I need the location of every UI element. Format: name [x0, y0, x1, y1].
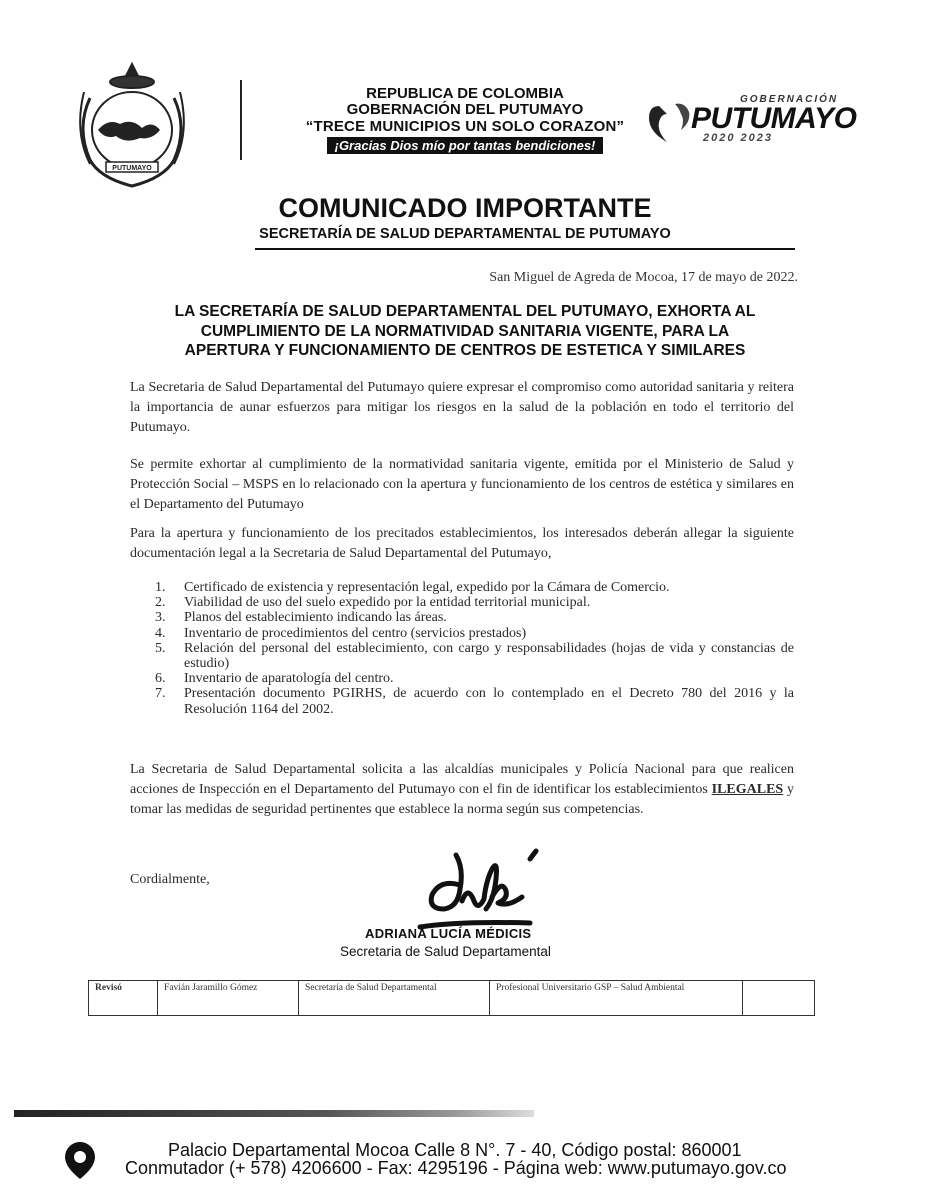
footer-contact: Conmutador (+ 578) 4206600 - Fax: 4295196 - Página web: www.putumayo.gov.co: [125, 1158, 787, 1178]
paragraph-documentation: Para la apertura y funcionamiento de los precitados establecimientos, los interesados deberán allegar la siguiente documentación legal a la Secretaria de Salud Departamental del Putumayo,: [130, 526, 794, 561]
list-item: 6. Inventario de aparatología del centro.: [155, 671, 394, 687]
heart-logo-icon: [645, 96, 697, 148]
header-divider: [240, 80, 242, 160]
header-blessing-banner: ¡Gracias Dios mío por tantas bendiciones!: [327, 137, 604, 154]
header-country: REPUBLICA DE COLOMBIA: [366, 85, 564, 102]
headline-line: APERTURA Y FUNCIONAMIENTO DE CENTROS DE ESTETICA Y SIMILARES: [184, 342, 746, 359]
header-government: GOBERNACIÓN DEL PUTUMAYO: [346, 101, 584, 118]
crest-label: PUTUMAYO: [112, 165, 152, 172]
header-text: [300, 86, 630, 155]
gobernacion-logo: [645, 92, 870, 162]
signer-name: ADRIANA LUCÍA MÉDICIS: [365, 926, 532, 941]
paragraph-exhortation: Se permite exhortar al cumplimiento de la normatividad sanitaria vigente, emitida por el Ministerio de Salud y Protección Social – MSPS en lo relacionado con la apertura y funcionamiento de los centros de estética y similares en el Departamento del Putumayo: [130, 457, 794, 512]
ilegales-emphasis: ILEGALES: [711, 782, 784, 797]
header-slogan: “TRECE MUNICIPIOS UN SOLO CORAZON”: [305, 118, 625, 135]
requirements-list: [150, 580, 794, 717]
blank-cell: [743, 981, 815, 1016]
reviewer-office-cell: Secretaría de Salud Departamental: [299, 981, 490, 1016]
date-line: San Miguel de Agreda de Mocoa, 17 de mayo de 2022.: [489, 270, 798, 285]
reviewer-position-cell: Profesional Universitario GSP – Salud Ambiental: [490, 981, 743, 1016]
list-item: 1. Certificado de existencia y representación legal, expedido por la Cámara de Comercio.: [155, 580, 670, 595]
footer-address: Palacio Departamental Mocoa Calle 8 N°. 7 - 40, Código postal: 860001: [168, 1140, 742, 1160]
page-title: COMUNICADO IMPORTANTE: [278, 193, 652, 223]
logo-period: 2020 2023: [703, 132, 773, 144]
reviewer-name-cell: Favián Jaramillo Gómez: [158, 981, 299, 1016]
closing-salutation: Cordialmente,: [130, 872, 210, 887]
headline-line: LA SECRETARÍA DE SALUD DEPARTAMENTAL DEL PUTUMAYO, EXHORTA AL: [174, 303, 756, 320]
paragraph-inspection-request: La Secretaria de Salud Departamental solicita a las alcaldías municipales y Policía Nacional para que realicen acciones de Inspección en el Departamento del Putumayo con el fin de identificar los establecimientos ILEGALES y tomar las medidas de seguridad pertinentes que establece la norma según sus competencias.: [130, 762, 795, 817]
logo-gobernacion-label: GOBERNACIÓN: [740, 94, 839, 105]
review-label-cell: Revisó: [89, 981, 158, 1016]
logo-putumayo-wordmark: PUTUMAYO: [691, 102, 857, 135]
department-crest: [70, 58, 195, 190]
table-row: [89, 981, 815, 1016]
list-item: 2. Viabilidad de uso del suelo expedido por la entidad territorial municipal.: [155, 595, 591, 611]
headline-line: CUMPLIMIENTO DE LA NORMATIVIDAD SANITARIA VIGENTE, PARA LA: [200, 322, 730, 340]
list-item: 5. Relación del personal del establecimiento, con cargo y responsabilidades (hojas de vida y constancias de estudio): [155, 640, 794, 672]
list-item: 7. Presentación documento PGIRHS, de acuerdo con lo contemplado en el Decreto 780 del 2016 y la Resolución 1164 del 2002.: [155, 686, 794, 717]
footer-bar: [14, 1110, 534, 1117]
location-pin-icon: [62, 1140, 98, 1180]
signer-role: Secretaria de Salud Departamental: [340, 944, 551, 959]
title-underline: [255, 248, 795, 250]
page-subtitle: SECRETARÍA DE SALUD DEPARTAMENTAL DE PUTUMAYO: [259, 226, 671, 242]
review-table: [88, 980, 815, 1016]
headline: [130, 302, 800, 361]
list-item: 3. Planos del establecimiento indicando las áreas.: [155, 610, 447, 626]
list-item: 4. Inventario de procedimientos del centro (servicios prestados): [155, 625, 527, 641]
paragraph-commitment: La Secretaria de Salud Departamental del Putumayo quiere expresar el compromiso como autoridad sanitaria y reitera la importancia de aunar esfuerzos para mitigar los riesgos en la salud de la población en todo el territorio del Putumayo.: [130, 380, 794, 435]
